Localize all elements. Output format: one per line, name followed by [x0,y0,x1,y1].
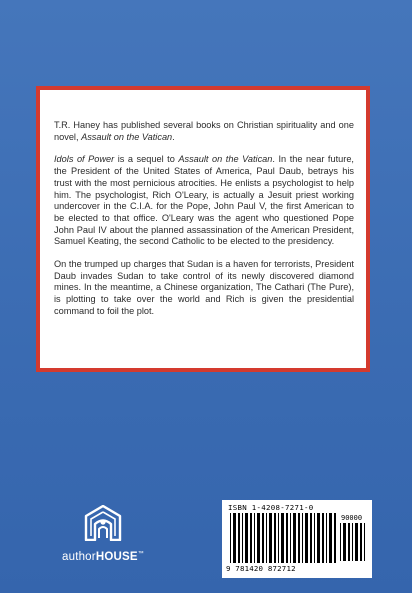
book-title-reference: Assault on the Vatican [81,131,173,142]
blurb-text [54,120,354,329]
blurb-text-span: . [172,131,175,142]
isbn-label: ISBN 1-4208-7271-0 [228,503,314,512]
publisher-logo [62,505,152,575]
isbn-barcode [222,500,372,578]
publisher-name-part1: author [62,551,96,563]
blurb-panel [36,86,370,372]
authorhouse-logo-icon [84,505,122,541]
book-title-reference: Assault on the Vatican [178,154,273,165]
blurb-text-span: T.R. Haney has published several books on Christian spirituality and one novel, [54,120,354,142]
barcode-digits: 9 781420 872712 [226,564,296,573]
barcode-bars [230,513,338,563]
price-barcode-bars [340,523,366,561]
blurb-paragraph-plot [54,154,354,248]
trademark-symbol: ™ [137,551,144,558]
blurb-paragraph-sudan: On the trumped up charges that Sudan is a haven for terrorists, President Daub invades Sudan to take control of its newly discovered diamond mines. In the meantime, a Chinese organization, The Cathari (The Pure), is plotting to take over the world and Rich is given the presidential command to foil the plot. [54,259,354,316]
publisher-name-part2: HOUSE [95,551,138,563]
price-code: 90000 [341,514,363,522]
book-title: Idols of Power [54,154,115,165]
blurb-text-span: . In the near future, the President of the United States of America, Paul Daub, betrays his trust with the most pernicious atrocities. He enlists a psychologist to help him. The psychologist, Rich O'Leary, is actually a Jesuit priest working undercover in the C.I.A. for the Pope, John Paul V, the first American to be elected to that office. O'Leary was the agent who questioned Pope John Paul IV about the planned assassination of the American President, Samuel Keating, the second Catholic to be elected to the presidency. [54,154,354,247]
blurb-text-span: is a sequel to [114,154,179,165]
publisher-name [62,551,152,563]
blurb-paragraph-author [54,120,354,143]
